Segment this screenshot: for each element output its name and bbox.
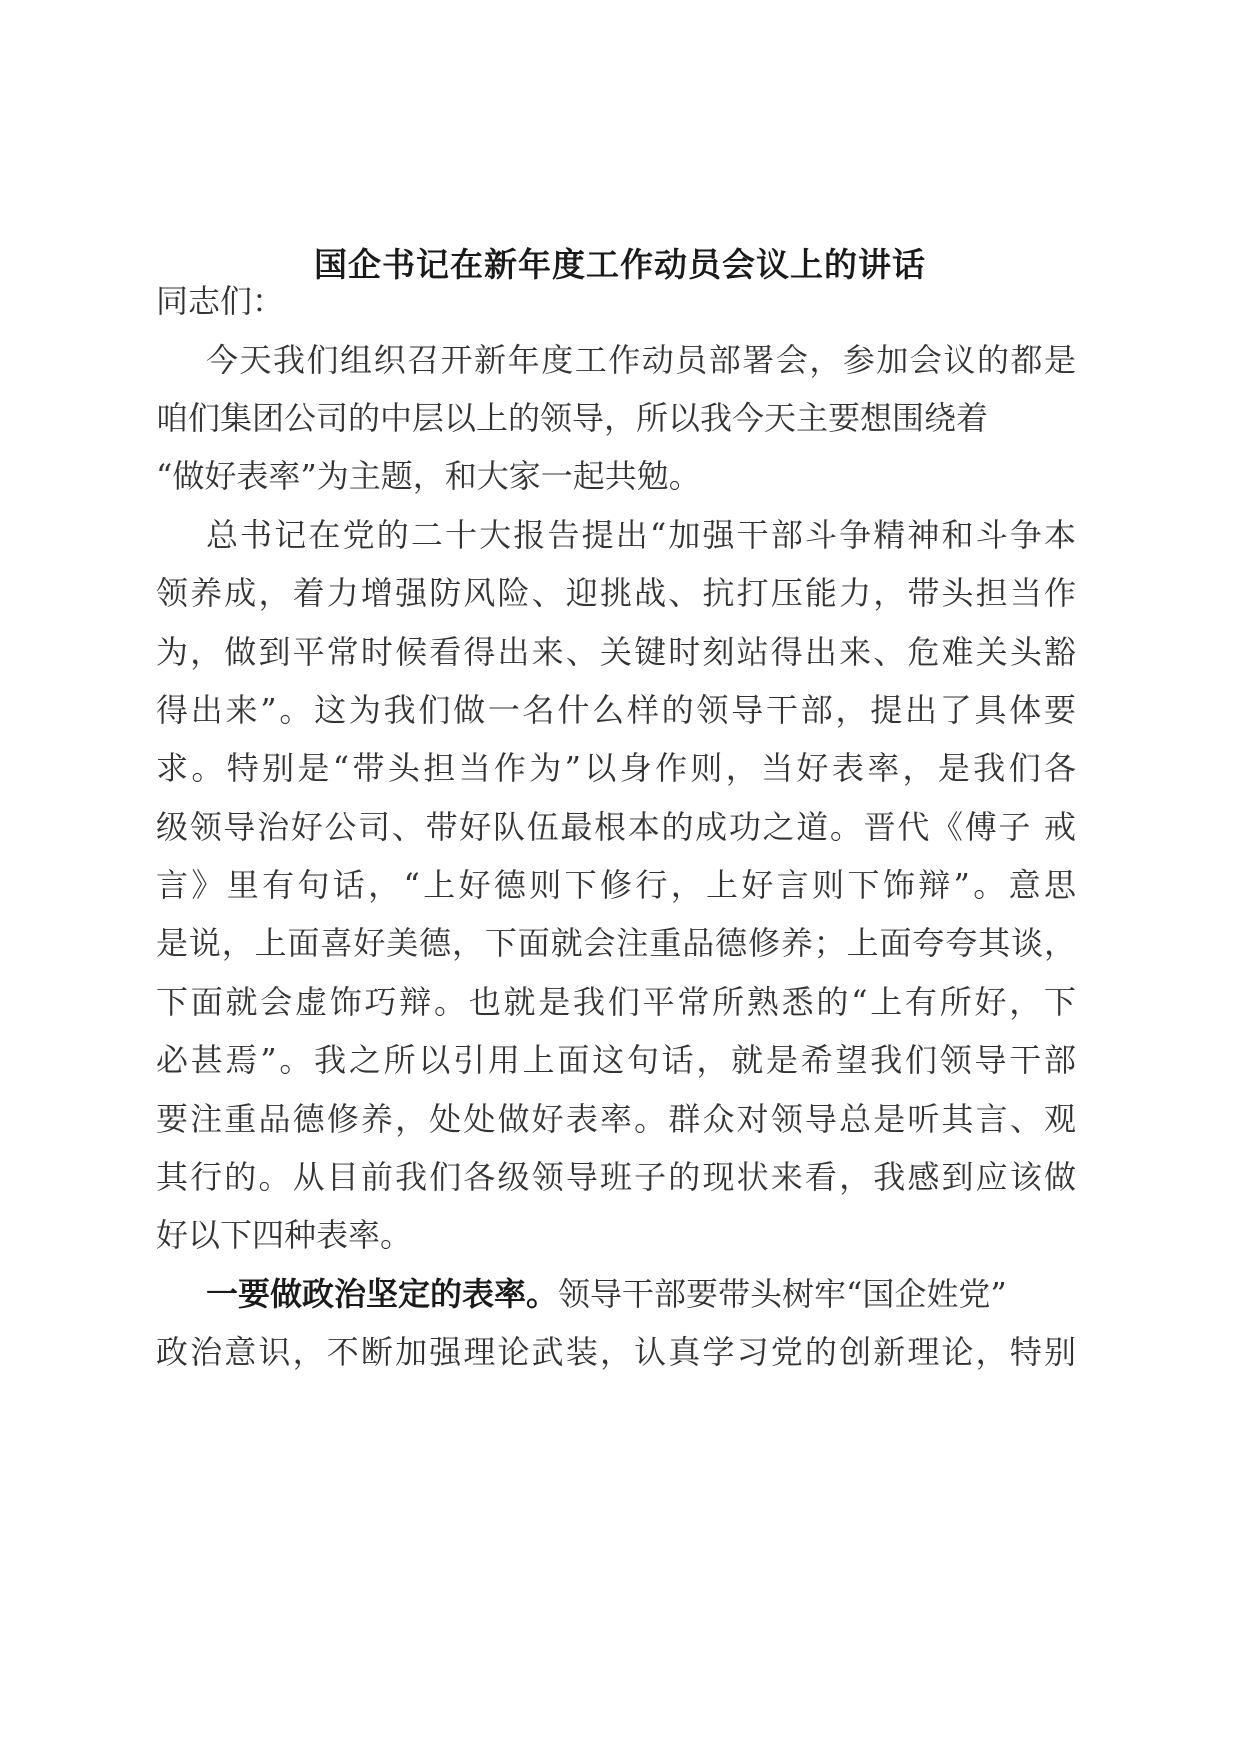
paragraph-line: 总书记在党的二十大报告提出“加强干部斗争精神和斗争本 — [206, 516, 1076, 554]
paragraph-line: 言》里有句话，“上好德则下修行，上好言则下饰辩”。意思 — [156, 866, 1076, 904]
paragraph-line: 必甚焉”。我之所以引用上面这句话，就是希望我们领导干部 — [156, 1041, 1076, 1079]
paragraph-line: 得出来”。这为我们做一名什么样的领导干部，提出了具体要 — [156, 691, 1076, 729]
section-heading-line — [206, 1269, 1076, 1319]
paragraph-line: 级领导治好公司、带好队伍最根本的成功之道。晋代《傅子 戒 — [156, 808, 1076, 846]
paragraph-line: 是说，上面喜好美德，下面就会注重品德修养；上面夸夸其谈， — [156, 924, 1076, 962]
section-text: 领导干部要带头树牢“国企姓党” — [558, 1275, 1007, 1313]
salutation: 同志们： — [156, 282, 285, 320]
section-heading: 一要做政治坚定的表率。 — [206, 1275, 559, 1313]
paragraph-line: 今天我们组织召开新年度工作动员部署会，参加会议的都是 — [206, 341, 1076, 379]
paragraph-line: 要注重品德修养，处处做好表率。群众对领导总是听其言、观 — [156, 1100, 1076, 1138]
paragraph-line: 领养成，着力增强防风险、迎挑战、抗打压能力，带头担当作 — [156, 574, 1076, 612]
paragraph-line: 求。特别是“带头担当作为”以身作则，当好表率，是我们各 — [156, 749, 1076, 787]
paragraph-line: “做好表率”为主题，和大家一起共勉。 — [156, 457, 701, 495]
paragraph-line: 政治意识，不断加强理论武装，认真学习党的创新理论，特别 — [156, 1333, 1076, 1371]
paragraph-line: 咱们集团公司的中层以上的领导，所以我今天主要想围绕着 — [156, 399, 989, 437]
paragraph-line: 下面就会虚饰巧辩。也就是我们平常所熟悉的“上有所好，下 — [156, 983, 1076, 1021]
document-title: 国企书记在新年度工作动员会议上的讲话 — [314, 245, 926, 284]
paragraph-line: 好以下四种表率。 — [156, 1216, 413, 1254]
paragraph-line: 其行的。从目前我们各级领导班子的现状来看，我感到应该做 — [156, 1158, 1076, 1196]
paragraph-line: 为，做到平常时候看得出来、关键时刻站得出来、危难关头豁 — [156, 633, 1076, 671]
